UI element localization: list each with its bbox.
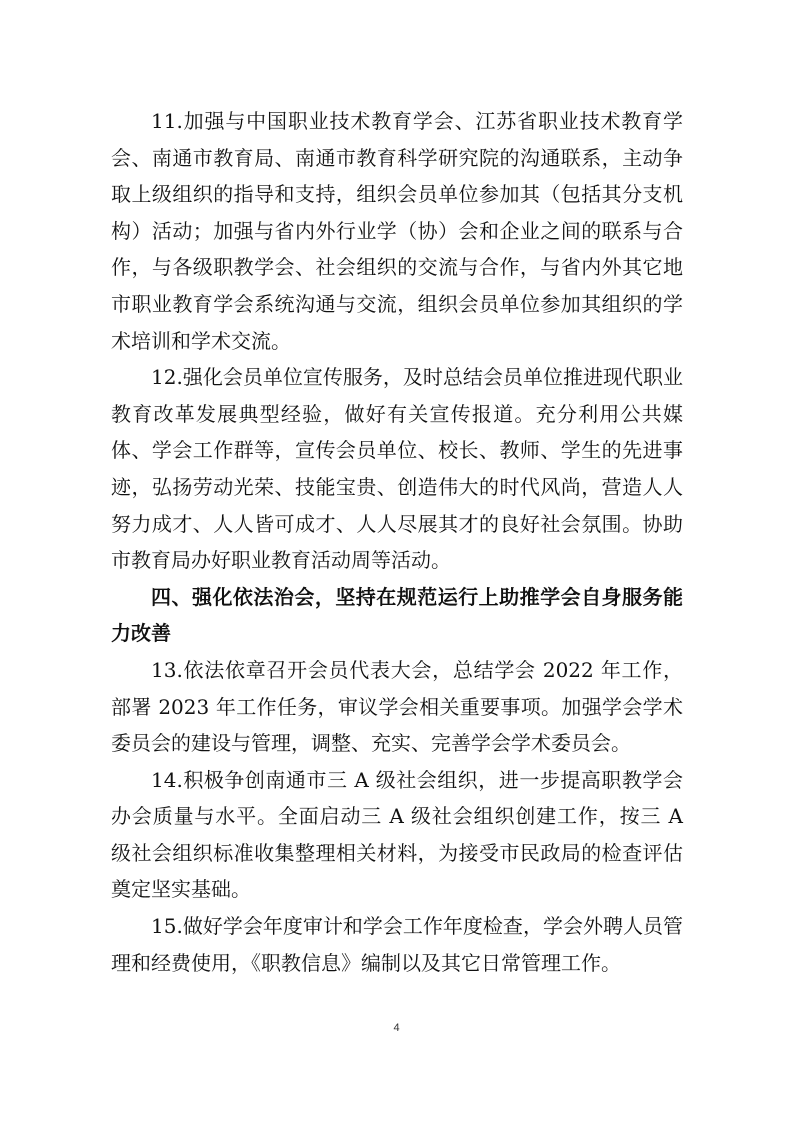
paragraph-11: 11.加强与中国职业技术教育学会、江苏省职业技术教育学会、南通市教育局、南通市教育科学研究院的沟通联系，主动争取上级组织的指导和支持，组织会员单位参加其（包括其分支机构）活动；加强与省内外行业学（协）会和企业之间的联系与合作，与各级职教学会、社会组织的交流与合作，与省内外其它地市职业教育学会系统沟通与交流，组织会员单位参加其组织的学术培训和学术交流。: [111, 109, 683, 353]
paragraph-15: 15.做好学会年度审计和学会工作年度检查，学会外聘人员管理和经费使用，《职教信息》编制以及其它日常管理工作。: [111, 914, 683, 975]
paragraph-13: 13.依法依章召开会员代表大会，总结学会 2022 年工作，部署 2023 年工作任务，审议学会相关重要事项。加强学会学术委员会的建设与管理，调整、充实、完善学会学术委员会。: [111, 657, 683, 756]
document-body: [111, 103, 683, 981]
section-heading-4: 四、强化依法治会，坚持在规范运行上助推学会自身服务能力改善: [111, 584, 683, 646]
paragraph-14: 14.积极争创南通市三 A 级社会组织，进一步提高职教学会办会质量与水平。全面启动三 A 级社会组织创建工作，按三 A 级社会组织标准收集整理相关材料，为接受市民政局的检查评估奠定坚实基础。: [111, 767, 683, 902]
paragraph-12: 12.强化会员单位宣传服务，及时总结会员单位推进现代职业教育改革发展典型经验，做好有关宣传报道。充分利用公共媒体、学会工作群等，宣传会员单位、校长、教师、学生的先进事迹，弘扬劳动光荣、技能宝贵、创造伟大的时代风尚，营造人人努力成才、人人皆可成才、人人尽展其才的良好社会氛围。协助市教育局办好职业教育活动周等活动。: [111, 365, 683, 573]
page-number: 4: [393, 1022, 400, 1034]
